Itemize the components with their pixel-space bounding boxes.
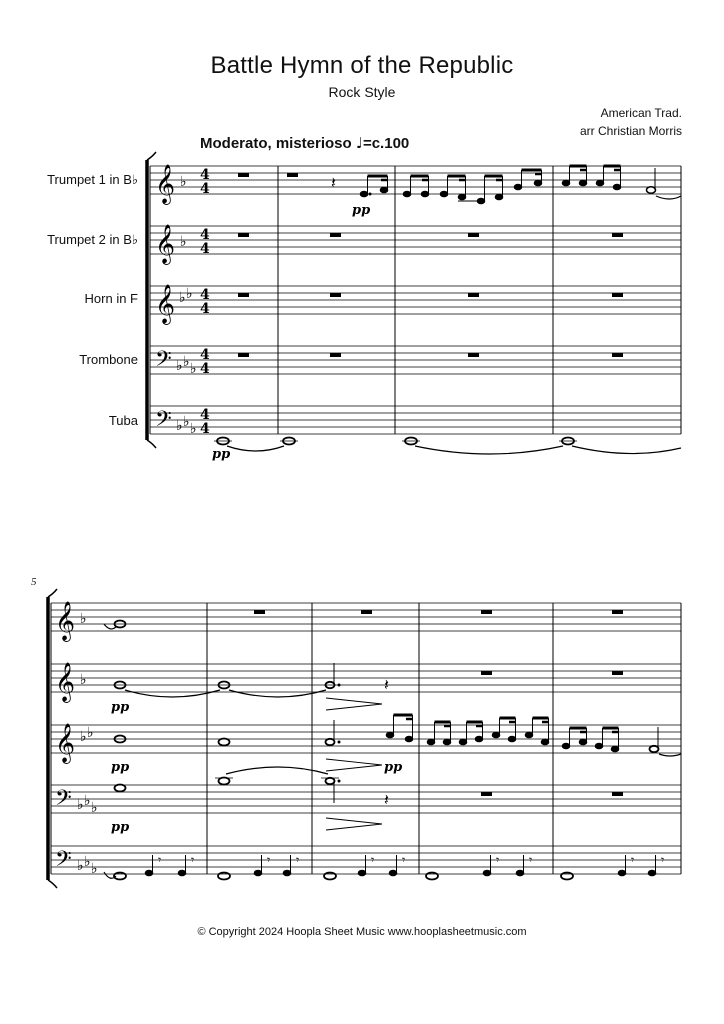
svg-text:4: 4	[200, 241, 210, 257]
svg-text:𝄾: 𝄾	[158, 853, 162, 867]
svg-text:𝄽: 𝄽	[384, 675, 389, 694]
trumpet1-notes	[360, 166, 655, 204]
score-subtitle: Rock Style	[328, 84, 396, 100]
svg-text:𝄾: 𝄾	[402, 853, 406, 867]
copyright-footer: © Copyright 2024 Hoopla Sheet Music www.hooplasheetmusic.com	[197, 926, 527, 938]
instrument-label-horn: Horn in F	[84, 291, 138, 306]
dynamic-marking: pp	[352, 203, 371, 218]
trumpet1-notes-system-2	[104, 610, 623, 629]
svg-text:4: 4	[200, 167, 210, 183]
system-1-staves	[150, 166, 681, 434]
flat-icon: ♭	[183, 414, 190, 430]
flat-icon: ♭	[77, 797, 84, 813]
flat-icon: ♭	[80, 729, 87, 745]
treble-clef-icon: 𝄞	[55, 601, 76, 641]
dynamic-marking: pp	[111, 700, 130, 715]
instrument-label-trumpet-2: Trumpet 2 in B♭	[47, 232, 138, 247]
svg-text:𝄾: 𝄾	[661, 853, 665, 867]
svg-text:𝄾: 𝄾	[296, 853, 300, 867]
dynamic-marking: pp	[212, 447, 231, 462]
svg-text:𝄾: 𝄾	[496, 853, 500, 867]
tempo-text: Moderato, misterioso	[200, 135, 352, 152]
system-1	[147, 152, 681, 462]
svg-text:𝄽: 𝄽	[331, 173, 336, 192]
flat-icon: ♭	[183, 354, 190, 370]
flat-icon: ♭	[186, 286, 193, 302]
tempo-value: =c.100	[362, 135, 410, 152]
svg-text:𝄾: 𝄾	[631, 853, 635, 867]
flat-icon: ♭	[84, 793, 91, 809]
trombone-notes-system-2	[115, 778, 335, 792]
flat-icon: ♭	[190, 361, 197, 377]
time-signatures	[200, 167, 210, 437]
svg-text:4: 4	[200, 227, 210, 243]
measure-number: 5	[31, 576, 37, 588]
whole-rests	[238, 173, 623, 357]
treble-clef-icon: 𝄞	[55, 723, 76, 763]
bass-clef-icon: 𝄢	[55, 847, 72, 877]
flat-icon: ♭	[91, 861, 98, 877]
svg-text:𝄽: 𝄽	[384, 790, 389, 809]
bass-clef-icon: 𝄢	[55, 786, 72, 816]
flat-icon: ♭	[190, 421, 197, 437]
instrument-label-trumpet-1: Trumpet 1 in B♭	[47, 172, 138, 187]
svg-text:4: 4	[200, 361, 210, 377]
tuba-notes-system-2	[104, 853, 664, 880]
treble-clef-icon: 𝄞	[155, 284, 176, 324]
svg-text:4: 4	[200, 421, 210, 437]
treble-clef-icon: 𝄞	[155, 164, 176, 204]
svg-text:4: 4	[200, 287, 210, 303]
dynamic-marking: pp	[111, 820, 130, 835]
svg-text:4: 4	[200, 347, 210, 363]
system-2	[48, 589, 681, 888]
flat-icon: ♭	[180, 174, 187, 190]
dynamic-marking: pp	[111, 760, 130, 775]
flat-icon: ♭	[87, 725, 94, 741]
svg-text:4: 4	[200, 407, 210, 423]
flat-icon: ♭	[80, 672, 87, 688]
svg-text:𝄾: 𝄾	[371, 853, 375, 867]
svg-text:4: 4	[200, 181, 210, 197]
flat-icon: ♭	[80, 611, 87, 627]
dynamic-marking: pp	[384, 760, 403, 775]
flat-icon: ♭	[84, 854, 91, 870]
score-title: Battle Hymn of the Republic	[210, 52, 514, 79]
bass-clef-icon: 𝄢	[155, 347, 172, 377]
flat-icon: ♭	[91, 800, 98, 816]
svg-text:4: 4	[200, 301, 210, 317]
instrument-label-tuba: Tuba	[108, 413, 138, 428]
flat-icon: ♭	[176, 358, 183, 374]
flat-icon: ♭	[77, 858, 84, 874]
flat-icon: ♭	[179, 290, 186, 306]
svg-text:𝄾: 𝄾	[529, 853, 533, 867]
tuba-notes-system-1	[217, 438, 574, 445]
composer-credit: American Trad.	[600, 106, 682, 120]
flat-icon: ♭	[180, 234, 187, 250]
treble-clef-icon: 𝄞	[55, 662, 76, 702]
svg-text:𝄾: 𝄾	[191, 853, 195, 867]
arranger-credit: arr Christian Morris	[579, 124, 682, 138]
instrument-label-trombone: Trombone	[79, 352, 138, 367]
horn-notes-system-2	[115, 736, 659, 753]
svg-text:𝄾: 𝄾	[267, 853, 271, 867]
quarter-note-icon: ♩	[355, 134, 363, 152]
bass-clef-icon: 𝄢	[155, 407, 172, 437]
ties	[227, 446, 681, 454]
flat-icon: ♭	[176, 418, 183, 434]
treble-clef-icon: 𝄞	[155, 224, 176, 264]
